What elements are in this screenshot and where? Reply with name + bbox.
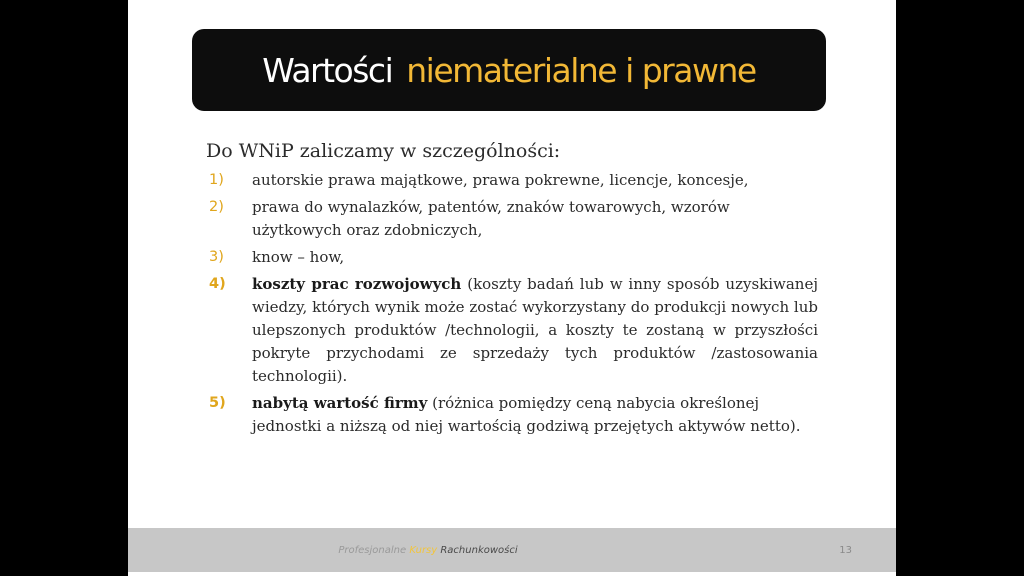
list-item-body: know – how, xyxy=(252,248,345,266)
slide-title-bar xyxy=(192,29,826,111)
slide-content xyxy=(206,139,818,442)
brand-part1: Profesjonalne xyxy=(338,544,410,556)
list-item-text xyxy=(252,169,818,192)
list-item-body: autorskie prawa majątkowe, prawa pokrewne, licencje, koncesje, xyxy=(252,171,749,189)
list-item-body: (różnica pomiędzy ceną nabycia określonej jednostki a niższą od niej wartością godziwą przejętych aktywów netto). xyxy=(252,394,801,435)
list-item-text xyxy=(252,273,818,388)
list-item-number: 4) xyxy=(209,276,226,292)
list-item xyxy=(206,196,818,242)
list-item-number: 3) xyxy=(209,249,224,265)
list-item-number: 2) xyxy=(209,199,224,215)
list-item-bold-term: koszty prac rozwojowych xyxy=(252,275,462,293)
brand-part3: Rachunkowości xyxy=(440,544,518,556)
intro-text: Do WNiP zaliczamy w szczególności: xyxy=(206,140,561,162)
brand-part2: Kursy xyxy=(409,544,441,556)
list-item-body: (koszty badań lub w inny sposób uzyskiwanej wiedzy, których wynik może zostać wykorzystany do produkcji nowych lub ulepszonych produktów /technologii, a koszty te zostaną w przyszłości pokryte przychodami ze sprzedaży tych produktów /zastosowania technologii). xyxy=(252,275,818,385)
slide-title-part1: Wartości xyxy=(262,50,393,90)
list-item xyxy=(206,246,818,269)
list-item xyxy=(206,392,818,438)
wnip-list xyxy=(206,169,818,438)
footer-brand xyxy=(128,545,728,556)
slide-title-part2: niematerialne i prawne xyxy=(406,50,756,90)
list-item-number: 5) xyxy=(209,395,226,411)
list-item-body: prawa do wynalazków, patentów, znaków towarowych, wzorów użytkowych oraz zdobniczych, xyxy=(252,198,730,239)
list-item-bold-term: nabytą wartość firmy xyxy=(252,394,428,412)
list-item-text xyxy=(252,392,818,438)
list-item xyxy=(206,169,818,192)
list-item xyxy=(206,273,818,388)
list-item-text xyxy=(252,196,818,242)
list-item-text xyxy=(252,246,818,269)
slide xyxy=(128,0,896,576)
slide-footer xyxy=(128,528,896,572)
page-number: 13 xyxy=(839,544,852,556)
list-item-number: 1) xyxy=(209,172,224,188)
